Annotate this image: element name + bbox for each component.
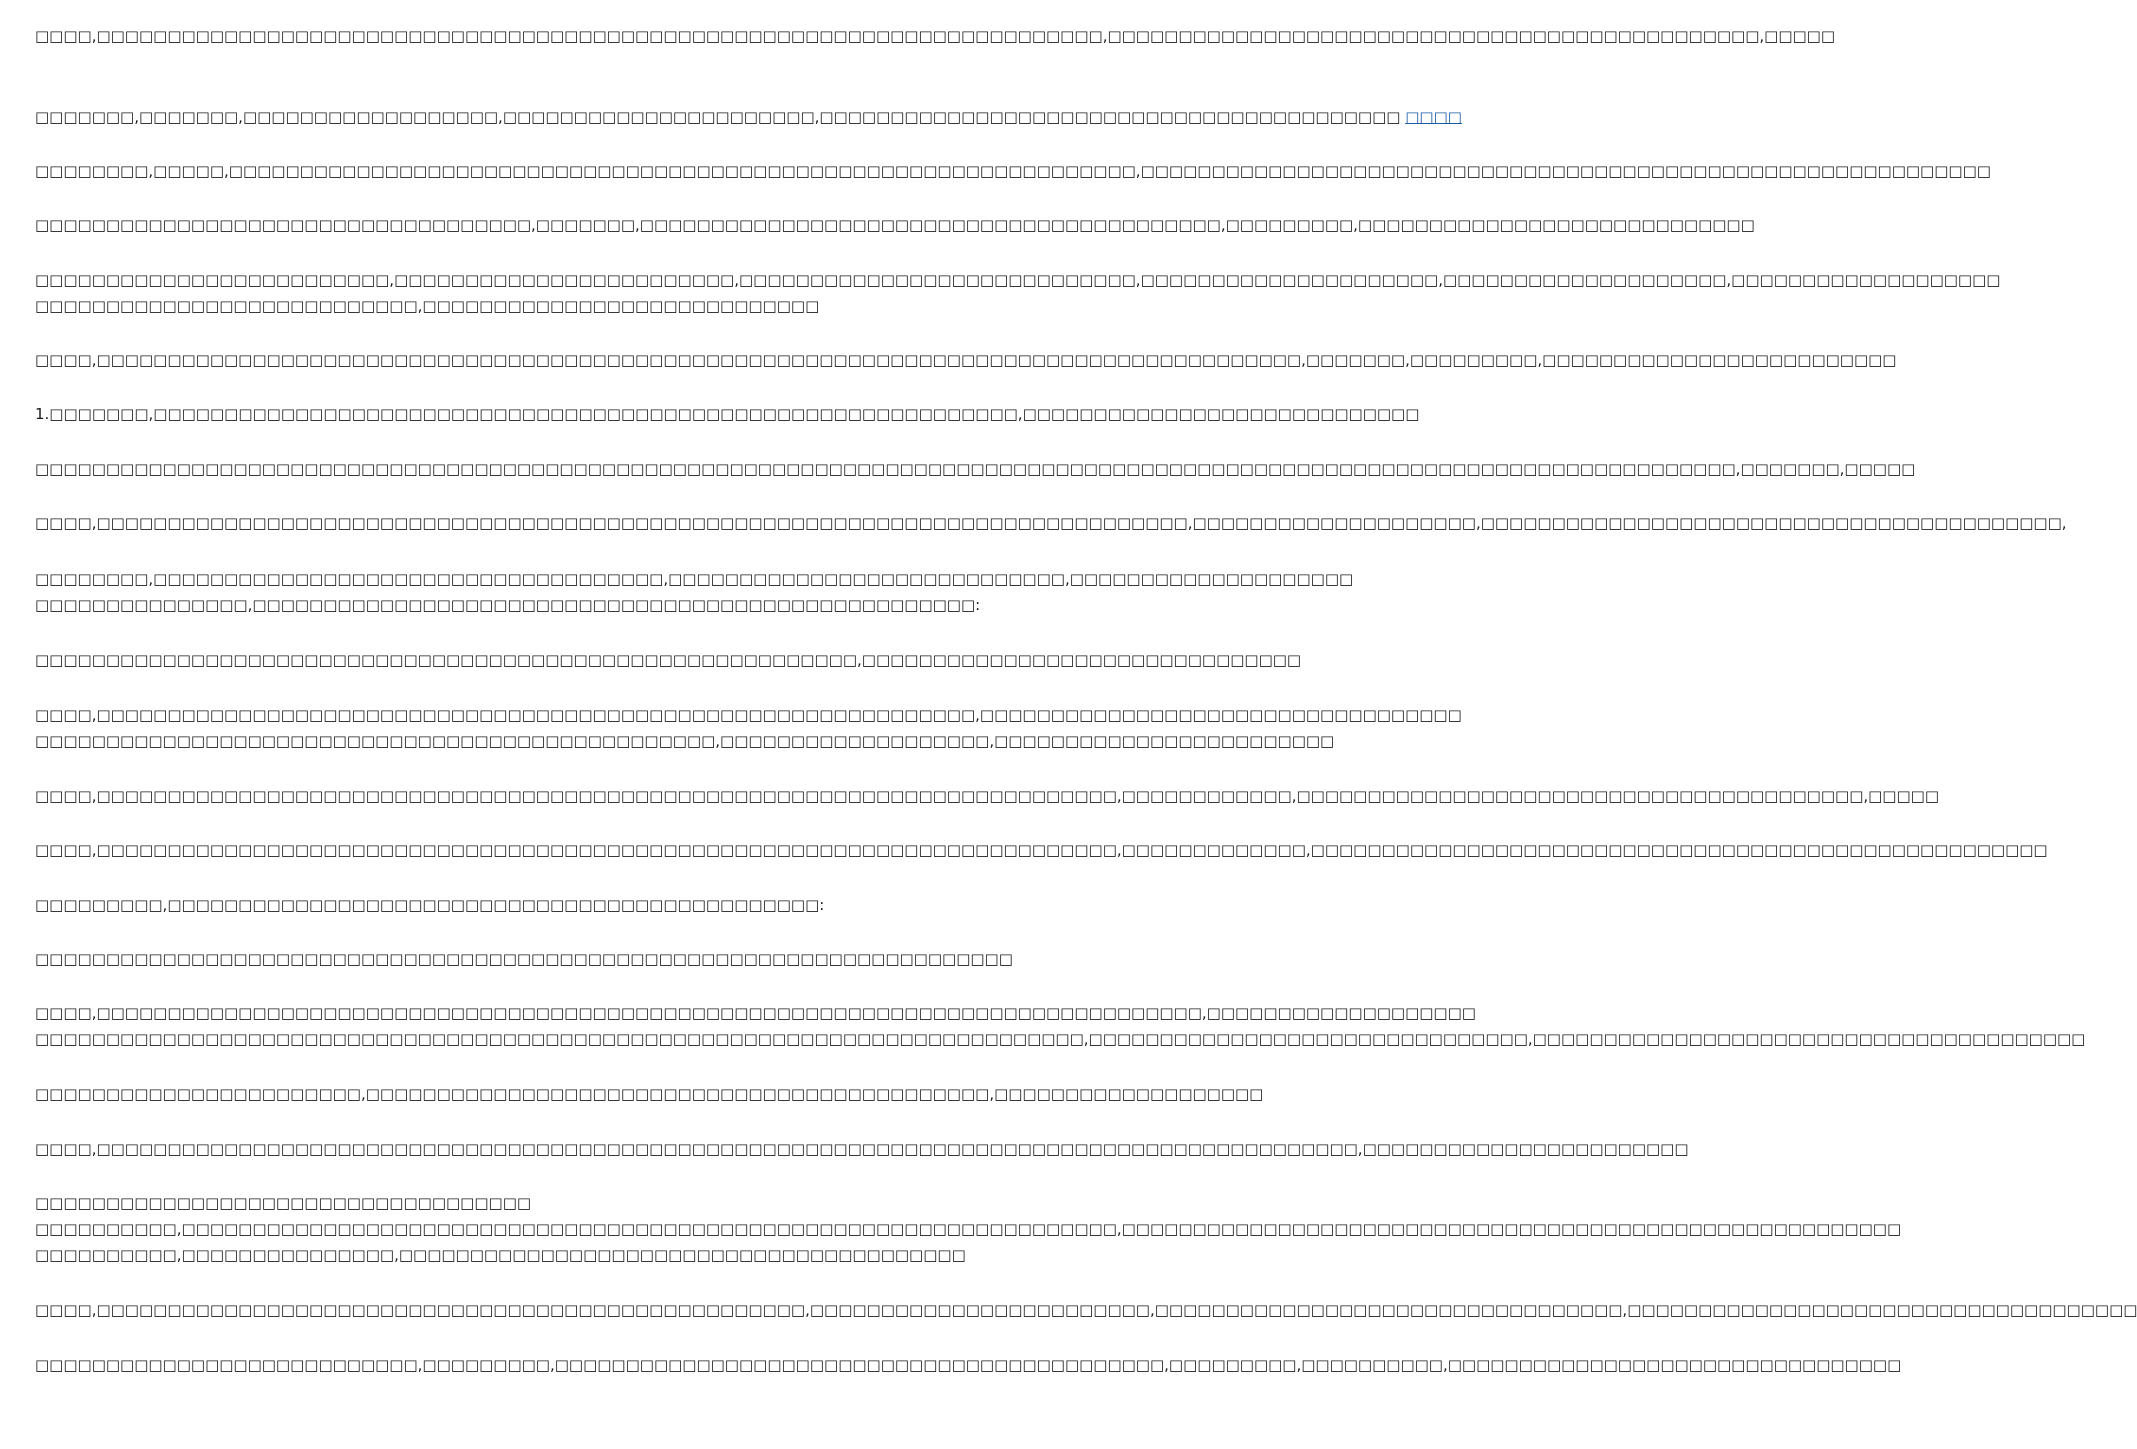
text-line: □□□□□□□□,□□□□□□□□□□□□□□□□□□□□□□□□□□□□□□□□□□□□,□□□□□□□□□□□□□□□□□□□□□□□□□□□□,□□□□□□□□□□□□□□□□□□□□: [35, 570, 1354, 588]
paragraph: [35, 647, 1302, 673]
text-line: □□□□,□□□□□□□□□□□□□□□□□□□□□□□□□□□□□□□□□□□□□□□□□□□□□□□□□□□□□□□□□□□□□□□□□□□□□□□,□□□□□□□□□□□□□□□□□□□□□□□□□□□□□□□□□□□□□□□□□□□□□□,□□□□□: [35, 27, 1836, 45]
text-line: 1.□□□□□□□,□□□□□□□□□□□□□□□□□□□□□□□□□□□□□□□□□□□□□□□□□□□□□□□□□□□□□□□□□□□□□,□□□□□□□□□□□□□□□□□□□□□□□□□□□□: [35, 405, 1420, 423]
text-line: □□□□,□□□□□□□□□□□□□□□□□□□□□□□□□□□□□□□□□□□□□□□□□□□□□□□□□□□□□□□□□□□□□□□□□□□□□□□□,□□□□□□□□□□□□□,□□□□□□□□□□□□□□□□□□□□□□□□□□□□□□□□□□□□□□□□□□□□□□□□□□□□: [35, 841, 2048, 859]
text-line: □□□□□□□□□□□□□□□□□□□□□□□□□□□□□□□□□□□□□□□□□□□□□□□□,□□□□□□□□□□□□□□□□□□□,□□□□□□□□□□□□□□□□□□□□□□□□: [35, 732, 1335, 750]
text-line: □□□□□□□□□□□□□□□□□□□□□□□□□,□□□□□□□□□□□□□□□□□□□□□□□□,□□□□□□□□□□□□□□□□□□□□□□□□□□□□,□□□□□□□□□□□□□□□□□□□□□,□□□□□□□□□□□□□□□□□□□□,□□□□□□□□□□□□□□□□□□□: [35, 271, 2001, 289]
inline-link[interactable]: □□□□: [1405, 108, 1462, 126]
text-line: □□□□,□□□□□□□□□□□□□□□□□□□□□□□□□□□□□□□□□□□□□□□□□□□□□□□□□□,□□□□□□□□□□□□□□□□□□□□□□□□,□□□□□□□□□□□□□□□□□□□□□□□□□□□□□□□□□,□□□□□□□□□□□□□□□□□□□□□□□□□□□□□□□□□□□□: [35, 1301, 2137, 1319]
text-line: □□□□□□□□□□□□□□□□□□□□□□□□□□□,□□□□□□□□□□□□□□□□□□□□□□□□□□□□: [35, 297, 820, 315]
paragraph: [35, 1081, 1264, 1107]
paragraph: [35, 401, 1420, 427]
text-line: □□□□,□□□□□□□□□□□□□□□□□□□□□□□□□□□□□□□□□□□□□□□□□□□□□□□□□□□□□□□□□□□□□□□□□□□□□□□□□□□□□,□□□□□□□□□□□□□□□□□□□□,□□□□□□□□□□□□□□□□□□□□□□□□□□□□□□□□□□□□□□□□□,: [35, 514, 2067, 532]
text-span: □□□□□□□,□□□□□□□,□□□□□□□□□□□□□□□□□□,□□□□□□□□□□□□□□□□□□□□□□,□□□□□□□□□□□□□□□□□□□□□□□□□□□□□□□□□□□□□□□□□: [35, 108, 1401, 126]
text-line: □□□□□□□□□□□□□□□,□□□□□□□□□□□□□□□□□□□□□□□□□□□□□□□□□□□□□□□□□□□□□□□□□□□:: [35, 596, 981, 614]
paragraph: [35, 1352, 1902, 1378]
text-line: □□□□□□□□□□□□□□□□□□□□□□□□□□□□□□□□□□□□□□□□□□□□□□□□□□□□□□□□□□□□□□□□□□□□□: [35, 950, 1013, 968]
paragraph: [35, 702, 1462, 754]
paragraph: [35, 566, 1354, 618]
text-line: □□□□□□□□,□□□□□,□□□□□□□□□□□□□□□□□□□□□□□□□□□□□□□□□□□□□□□□□□□□□□□□□□□□□□□□□□□□□□□□,□□□□□□□□□□□□□□□□□□□□□□□□□□□□□□□□□□□□□□□□□□□□□□□□□□□□□□□□□□□□: [35, 162, 1991, 180]
text-line: □□□□,□□□□□□□□□□□□□□□□□□□□□□□□□□□□□□□□□□□□□□□□□□□□□□□□□□□□□□□□□□□□□□□□□□□□□□□□□□□□□□,□□□□□□□□□□□□□□□□□□□: [35, 1004, 1476, 1022]
paragraph: [35, 510, 2067, 536]
text-line: □□□□□□□□□,□□□□□□□□□□□□□□□□□□□□□□□□□□□□□□□□□□□□□□□□□□□□□□:: [35, 896, 825, 914]
paragraph: [35, 23, 1836, 49]
paragraph: [35, 456, 1916, 482]
paragraph: [35, 267, 2001, 319]
paragraph: [35, 1190, 1902, 1268]
text-line: □□□□□□□□□□□□□□□□□□□□□□□□□□□□□□□□□□□□□□□□□□□□□□□□□□□□□□□□□□□□□□□□□□□□□□□□□□,□□□□□□□□□□□□□□□□□□□□□□□□□□□□□□□,□□□□□□□□□□□□□□□□□□□□□□□□□□□□□□□□□□□□□□□: [35, 1030, 2086, 1048]
text-line: □□□□,□□□□□□□□□□□□□□□□□□□□□□□□□□□□□□□□□□□□□□□□□□□□□□□□□□□□□□□□□□□□□□□□□□□□□□□□,□□□□□□□□□□□□,□□□□□□□□□□□□□□□□□□□□□□□□□□□□□□□□□□□□□□□□,□□□□□: [35, 787, 1939, 805]
text-line: □□□□□□□□□□,□□□□□□□□□□□□□□□□□□□□□□□□□□□□□□□□□□□□□□□□□□□□□□□□□□□□□□□□□□□□□□□□□□,□□□□□□□□□□□□□□□□□□□□□□□□□□□□□□□□□□□□□□□□□□□□□□□□□□□□□□□: [35, 1220, 1902, 1238]
text-line: □□□□□□□□□□□□□□□□□□□□□□□□□□□□□□□□□□□□□□□□□□□□□□□□□□□□□□□□□□,□□□□□□□□□□□□□□□□□□□□□□□□□□□□□□□: [35, 651, 1302, 669]
text-line: □□□□□□□□□□□□□□□□□□□□□□□,□□□□□□□□□□□□□□□□□□□□□□□□□□□□□□□□□□□□□□□□□□□□,□□□□□□□□□□□□□□□□□□□: [35, 1085, 1264, 1103]
paragraph: [35, 212, 1755, 238]
text-line: □□□□□□□□□□□□□□□□□□□□□□□□□□□,□□□□□□□□□,□□□□□□□□□□□□□□□□□□□□□□□□□□□□□□□□□□□□□□□□□□□,□□□□□□□□□,□□□□□□□□□□,□□□□□□□□□□□□□□□□□□□□□□□□□□□□□□□□: [35, 1356, 1902, 1374]
paragraph: [35, 946, 1013, 972]
paragraph: [35, 1136, 1689, 1162]
text-line: □□□□,□□□□□□□□□□□□□□□□□□□□□□□□□□□□□□□□□□□□□□□□□□□□□□□□□□□□□□□□□□□□□□□□□□□□□□□□□□□□□□□□□□□□□,□□□□□□□,□□□□□□□□□,□□□□□□□□□□□□□□□□□□□□□□□□□: [35, 351, 1897, 369]
paragraph: [35, 104, 1462, 130]
paragraph: [35, 347, 1897, 373]
paragraph: [35, 158, 1991, 184]
text-line: □□□□□□□□□□□□□□□□□□□□□□□□□□□□□□□□□□□: [35, 1194, 532, 1212]
paragraph: [35, 1000, 2086, 1052]
text-line: □□□□□□□□□□,□□□□□□□□□□□□□□□,□□□□□□□□□□□□□□□□□□□□□□□□□□□□□□□□□□□□□□□□: [35, 1246, 966, 1264]
paragraph: [35, 783, 1939, 809]
paragraph: [35, 1297, 2137, 1323]
text-line: □□□□□□□□□□□□□□□□□□□□□□□□□□□□□□□□□□□,□□□□□□□,□□□□□□□□□□□□□□□□□□□□□□□□□□□□□□□□□□□□□□□□□,□□□□□□□□□,□□□□□□□□□□□□□□□□□□□□□□□□□□□□: [35, 216, 1755, 234]
text-line: [35, 104, 1462, 130]
paragraph: [35, 837, 2048, 863]
text-line: □□□□□□□□□□□□□□□□□□□□□□□□□□□□□□□□□□□□□□□□□□□□□□□□□□□□□□□□□□□□□□□□□□□□□□□□□□□□□□□□□□□□□□□□□□□□□□□□□□□□□□□□□□□□□□□□□□□□□□□□,□□□□□□□,□□□□□: [35, 460, 1916, 478]
document-body: [35, 0, 2137, 1449]
text-line: □□□□,□□□□□□□□□□□□□□□□□□□□□□□□□□□□□□□□□□□□□□□□□□□□□□□□□□□□□□□□□□□□□□,□□□□□□□□□□□□□□□□□□□□□□□□□□□□□□□□□□: [35, 706, 1462, 724]
paragraph: [35, 892, 990, 918]
text-line: □□□□,□□□□□□□□□□□□□□□□□□□□□□□□□□□□□□□□□□□□□□□□□□□□□□□□□□□□□□□□□□□□□□□□□□□□□□□□□□□□□□□□□□□□□□□□□,□□□□□□□□□□□□□□□□□□□□□□□: [35, 1140, 1689, 1158]
